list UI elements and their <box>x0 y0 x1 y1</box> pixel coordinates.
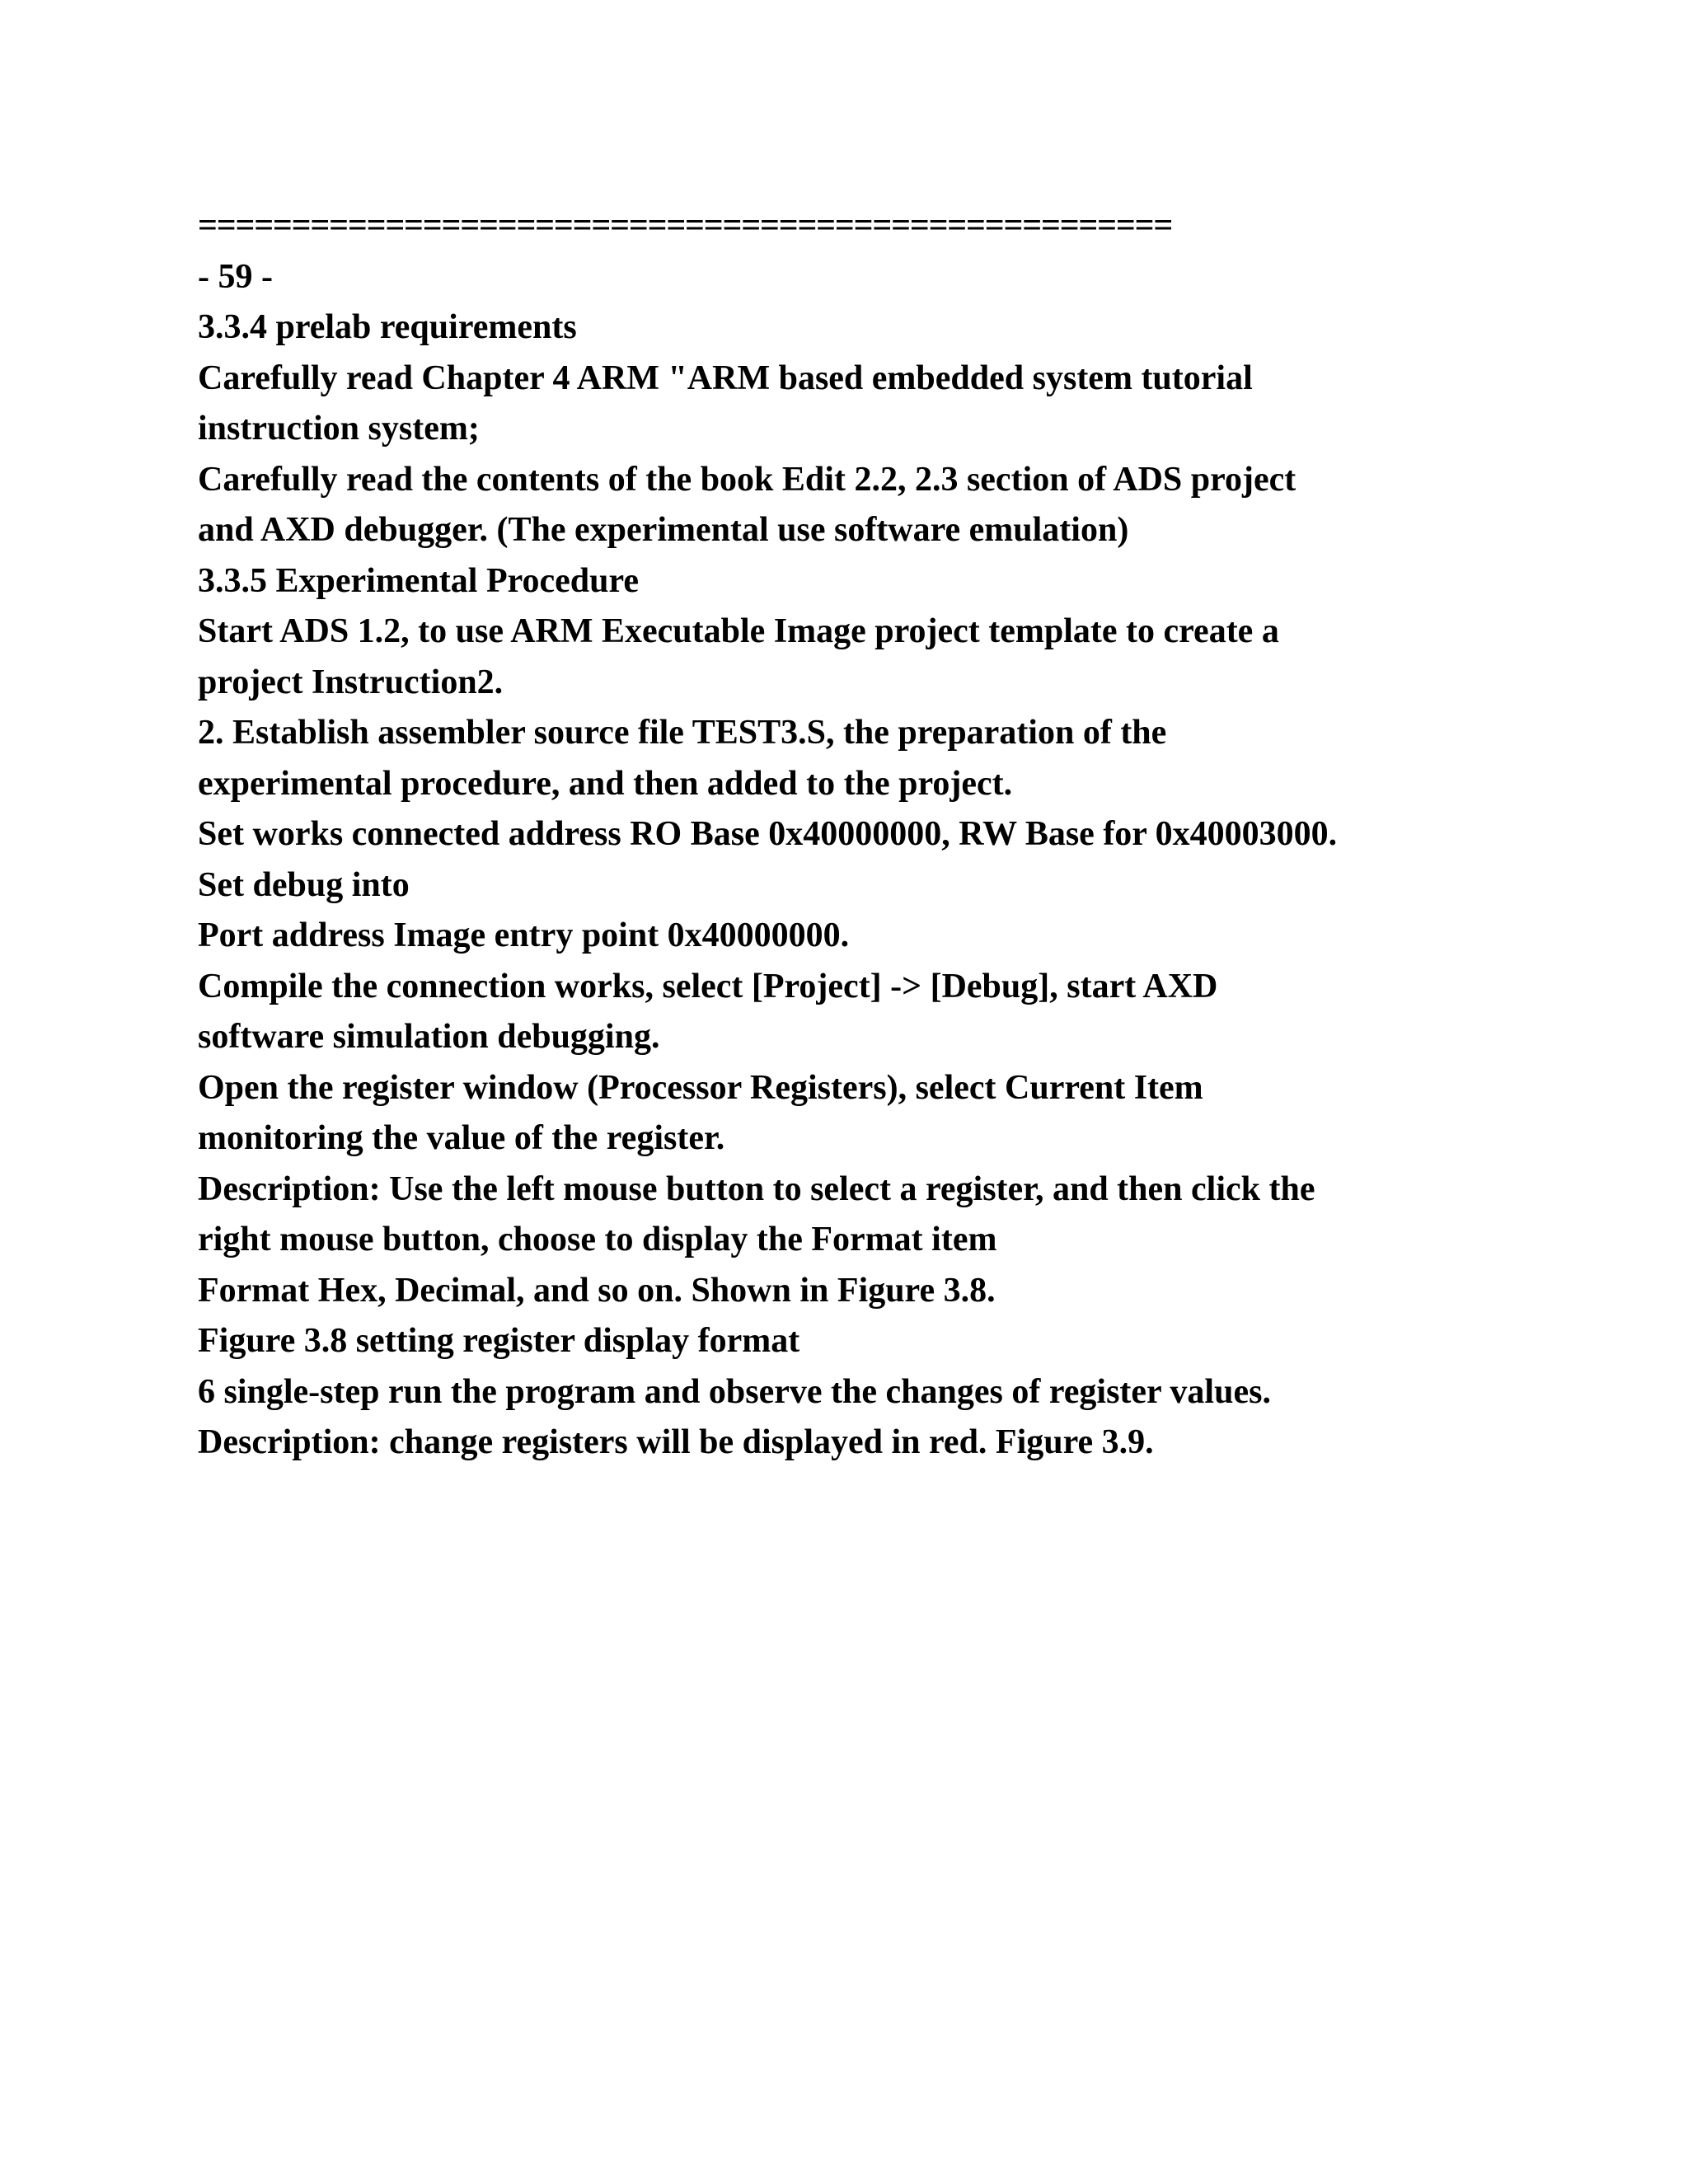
text-line: Description: change registers will be displayed in red. Figure 3.9. <box>198 1423 1154 1461</box>
text-line: 6 single-step run the program and observe the changes of register values. <box>198 1372 1271 1411</box>
document-body <box>198 201 1517 1469</box>
text-line: Carefully read Chapter 4 ARM "ARM based embedded system tutorial <box>198 359 1253 397</box>
text-line: Compile the connection works, select [Project] -> [Debug], start AXD <box>198 967 1218 1005</box>
text-line: instruction system; <box>198 410 480 448</box>
text-line: Set works connected address RO Base 0x40000000, RW Base for 0x40003000. <box>198 815 1338 853</box>
text-line: monitoring the value of the register. <box>198 1119 725 1157</box>
text-line: experimental procedure, and then added to the project. <box>198 764 1013 803</box>
text-line: project Instruction2. <box>198 663 504 701</box>
text-line: Start ADS 1.2, to use ARM Executable Image project template to create a <box>198 612 1279 650</box>
text-line: Set debug into <box>198 865 410 904</box>
section-heading-prelab: 3.3.4 prelab requirements <box>198 308 577 346</box>
page-number: - 59 - <box>198 257 273 296</box>
section-heading-procedure: 3.3.5 Experimental Procedure <box>198 561 640 600</box>
text-line: Carefully read the contents of the book Edit 2.2, 2.3 section of ADS project <box>198 460 1296 499</box>
text-line: 2. Establish assembler source file TEST3.S, the preparation of the <box>198 714 1167 752</box>
separator-rule: ==================================================== <box>198 207 1173 245</box>
text-line: Open the register window (Processor Registers), select Current Item <box>198 1068 1203 1107</box>
text-line: Description: Use the left mouse button to select a register, and then click the <box>198 1169 1315 1208</box>
figure-caption: Figure 3.8 setting register display format <box>198 1322 800 1360</box>
text-line: and AXD debugger. (The experimental use software emulation) <box>198 511 1129 549</box>
text-line: software simulation debugging. <box>198 1018 660 1056</box>
text-line: right mouse button, choose to display the Format item <box>198 1221 997 1258</box>
text-line: Format Hex, Decimal, and so on. Shown in Figure 3.8. <box>198 1271 996 1310</box>
text-line: Port address Image entry point 0x40000000. <box>198 916 850 954</box>
